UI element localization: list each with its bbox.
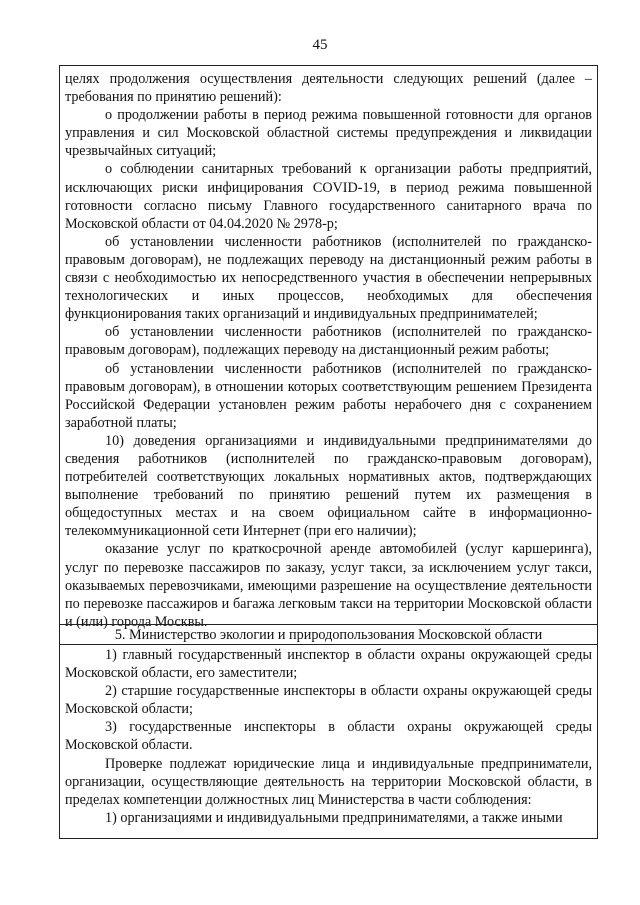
page-number: 45 (312, 37, 328, 53)
paragraph: целях продолжения осуществления деятельности следующих решений (далее – требования по принятию решений): (65, 71, 592, 106)
paragraph: об установлении численности работников (исполнителей по гражданско-правовым договорам), в отношении которых соответствующим решением Президента Российской Федерации установлен режим работы нерабочего дня с сохранением заработной платы; (65, 360, 592, 431)
paragraph: о соблюдении санитарных требований к организации работы предприятий, исключающих риски инфицирования COVID-19, в период режима повышенной готовности согласно письму Главного государственного санитарного врача по Московской области от 04.04.2020 № 2978-р; (65, 161, 592, 232)
paragraph: о продолжении работы в период режима повышенной готовности для органов управления и сил Московской областной системы предупреждения и ликвидации чрезвычайных ситуаций; (65, 107, 592, 160)
paragraph: об установлении численности работников (исполнителей по гражданско-правовым договорам), подлежащих переводу на дистанционный режим работы; (65, 324, 592, 359)
document-table (59, 65, 598, 839)
paragraph: об установлении численности работников (исполнителей по гражданско-правовым договорам), не подлежащих переводу на дистанционный режим работы в связи с необходимостью их непосредственного участия в обеспечении непрерывных технологических и иных процессов, необходимых для обеспечения функционирования таких организаций и индивидуальных предпринимателей; (65, 233, 592, 323)
paragraph: 3) государственные инспекторы в области охраны окружающей среды Московской области. (65, 719, 592, 754)
paragraph: 10) доведения организациями и индивидуальными предпринимателями до сведения работников (исполнителей по гражданско-правовым договорам), потребителей соответствующих локальных нормативных актов, подтверждающих выполнение требований по принятию решений путем их размещения в общедоступных местах и на своем официальном сайте в информационно-телекоммуникационной сети Интернет (при его наличии); (65, 432, 592, 540)
bottom-table-cell (65, 646, 592, 827)
paragraph: Проверке подлежат юридические лица и индивидуальные предприниматели, организации, осуществляющие деятельность на территории Московской области, в пределах компетенции должностных лиц Министерства в части соблюдения: (65, 755, 592, 808)
table-row-divider (60, 644, 597, 645)
paragraph: 1) организациями и индивидуальными предпринимателями, а также иными (105, 809, 563, 826)
section-heading: 5. Министерство экологии и природопользования Московской области (114, 627, 543, 643)
paragraph: 1) главный государственный инспектор в области охраны окружающей среды Московской области, его заместители; (65, 647, 592, 682)
top-table-cell (65, 70, 592, 631)
table-row-divider (60, 624, 597, 625)
paragraph: 2) старшие государственные инспекторы в области охраны окружающей среды Московской области; (65, 683, 592, 718)
paragraph: оказание услуг по краткосрочной аренде автомобилей (услуг каршеринга), услуг по перевозке пассажиров по заказу, услуг такси, за исключением услуг такси, оказываемых перевозчиками, имеющими разрешение на осуществление деятельности по перевозке пассажиров и багажа легковым такси на территории Московской области и (или) города Москвы. (65, 541, 592, 630)
